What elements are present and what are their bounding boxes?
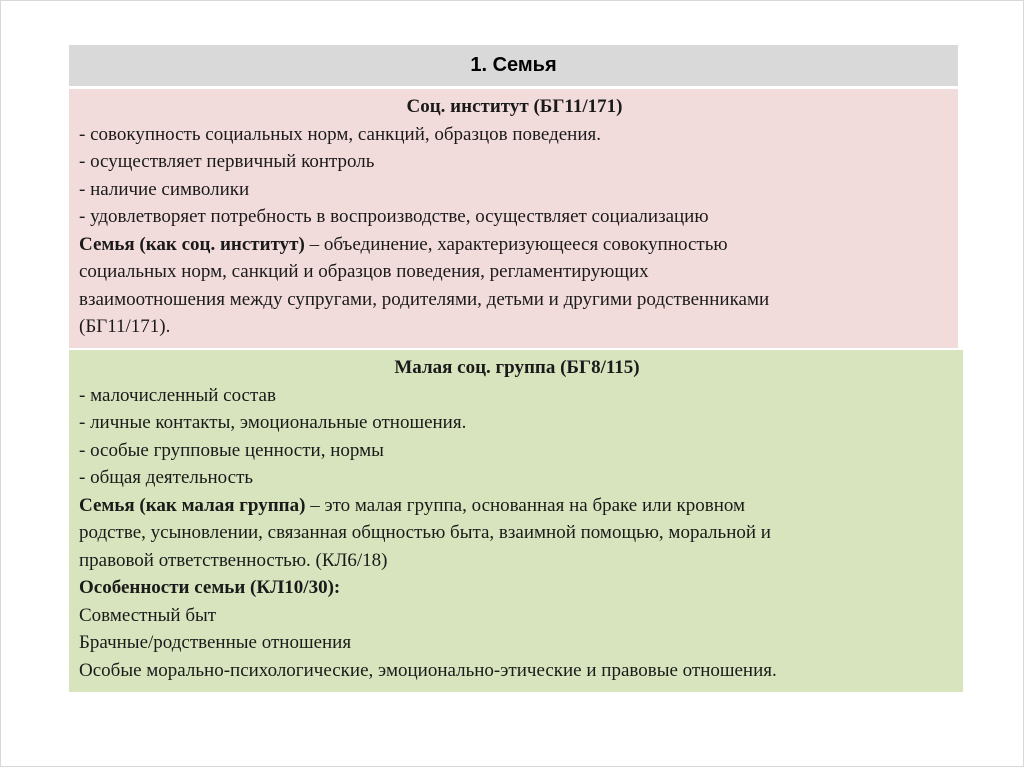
small-group-item: - малочисленный состав	[79, 384, 276, 406]
institute-definition-term: Семья (как соц. институт)	[79, 233, 305, 255]
institute-definition	[79, 231, 950, 259]
institute-definition-text: – объединение, характеризующееся совокупностью	[304, 233, 728, 255]
slide-title: 1. Семья	[470, 54, 557, 76]
title-bar	[69, 45, 958, 86]
small-group-definition-line: родстве, усыновлении, связанная общностью быта, взаимной помощью, моральной и	[79, 522, 771, 543]
small-group-definition-term: Семья (как малая группа)	[79, 494, 306, 516]
small-group-item: - общая деятельность	[79, 467, 254, 488]
institute-item: - осуществляет первичный контроль	[79, 151, 375, 172]
small-group-heading: Малая соц. группа (БГ8/115)	[394, 357, 640, 378]
small-group-definition	[79, 492, 955, 520]
institute-item: - совокупность социальных норм, санкций, образцов поведения.	[79, 123, 602, 145]
institute-heading: Соц. институт (БГ11/171)	[406, 96, 623, 117]
features-heading: Особенности семьи (КЛ10/30):	[79, 577, 341, 598]
small-group-item: - личные контакты, эмоциональные отношения.	[79, 412, 467, 433]
institute-item: - наличие символики	[79, 178, 250, 200]
institute-section	[69, 89, 958, 348]
institute-definition-line: взаимоотношения между супругами, родителями, детьми и другими родственниками	[79, 288, 770, 310]
institute-definition-line: (БГ11/171).	[79, 316, 171, 337]
feature-item: Совместный быт	[79, 604, 217, 626]
institute-item: - удовлетворяет потребность в воспроизводстве, осуществляет социализацию	[79, 206, 709, 227]
small-group-item: - особые групповые ценности, нормы	[79, 439, 384, 461]
small-group-definition-text: – это малая группа, основанная на браке или кровном	[305, 494, 746, 516]
feature-item: Особые морально-психологические, эмоционально-этические и правовые отношения.	[79, 659, 777, 681]
small-group-section	[69, 350, 963, 692]
small-group-definition-line: правовой ответственностью. (КЛ6/18)	[79, 549, 388, 571]
feature-item: Брачные/родственные отношения	[79, 632, 352, 653]
institute-definition-line: социальных норм, санкций и образцов поведения, регламентирующих	[79, 261, 649, 282]
